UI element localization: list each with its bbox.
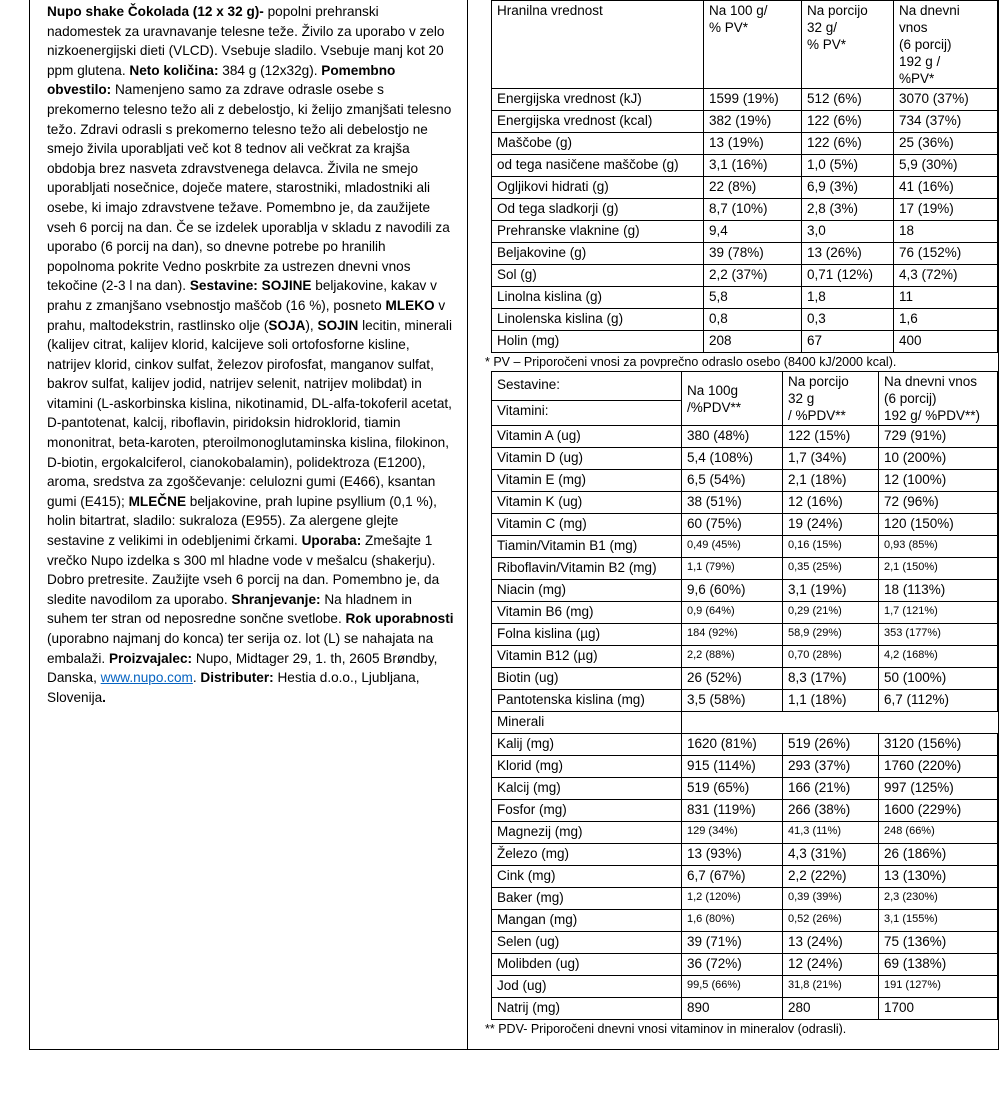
vitamin-value: 184 (92%) xyxy=(682,624,783,646)
vitamin-value: 1,1 (18%) xyxy=(783,690,879,712)
vitamins-header-row xyxy=(492,372,998,401)
nutrient-value: 3070 (37%) xyxy=(894,89,998,111)
vitamin-row xyxy=(492,800,998,822)
vitamin-value: 831 (119%) xyxy=(682,800,783,822)
vitamin-value: 122 (15%) xyxy=(783,426,879,448)
vitamin-value: 8,3 (17%) xyxy=(783,668,879,690)
nutrient-value: 1,0 (5%) xyxy=(802,155,894,177)
vitamin-name: Pantotenska kislina (mg) xyxy=(492,690,682,712)
nutrient-value: 2,2 (37%) xyxy=(704,265,802,287)
vitamin-row xyxy=(492,998,998,1020)
vitamin-value: 6,5 (54%) xyxy=(682,470,783,492)
vitamin-value: 41,3 (11%) xyxy=(783,822,879,844)
vitamin-value: 6,7 (112%) xyxy=(879,690,998,712)
vitamin-value: 12 (16%) xyxy=(783,492,879,514)
vitamin-name: Molibden (ug) xyxy=(492,954,682,976)
vitamin-row xyxy=(492,646,998,668)
distributor-label: Distributer: xyxy=(200,670,274,686)
vitamin-value: 3,5 (58%) xyxy=(682,690,783,712)
vitamin-name: Riboflavin/Vitamin B2 (mg) xyxy=(492,558,682,580)
vitamin-row xyxy=(492,734,998,756)
nutrient-name: Od tega sladkorji (g) xyxy=(492,199,704,221)
vitamin-row xyxy=(492,888,998,910)
nutrient-value: 4,3 (72%) xyxy=(894,265,998,287)
nutrient-name: Energijska vrednost (kcal) xyxy=(492,111,704,133)
usage-label: Uporaba: xyxy=(301,533,362,549)
vitamin-row xyxy=(492,602,998,624)
vitamin-value: 0,52 (26%) xyxy=(783,910,879,932)
allergen-soy: SOJIN xyxy=(317,317,359,333)
vitamin-value: 58,9 (29%) xyxy=(783,624,879,646)
vitamin-name: Cink (mg) xyxy=(492,866,682,888)
vitamin-value: 519 (26%) xyxy=(783,734,879,756)
vitamin-value: 10 (200%) xyxy=(879,448,998,470)
nutrient-value: 76 (152%) xyxy=(894,243,998,265)
vitamins-table xyxy=(491,371,998,1020)
nutrition-row xyxy=(492,133,998,155)
nutrient-value: 1,8 xyxy=(802,287,894,309)
vitamin-value: 18 (113%) xyxy=(879,580,998,602)
nutrient-value: 208 xyxy=(704,331,802,353)
vitamin-name: Natrij (mg) xyxy=(492,998,682,1020)
vitamin-value: 13 (24%) xyxy=(783,932,879,954)
vitamin-value: 1,2 (120%) xyxy=(682,888,783,910)
nutrition-table xyxy=(491,0,998,353)
desc-text: beljakovine, kakav v prahu z zmanjšano vsebnostjo maščob (16 %), posneto xyxy=(47,278,437,313)
nutrient-value: 5,8 xyxy=(704,287,802,309)
allergen-milk: MLEČNE xyxy=(128,493,187,509)
vitamin-value: 2,1 (150%) xyxy=(879,558,998,580)
vitamin-value: 890 xyxy=(682,998,783,1020)
vitamin-name: Vitamin E (mg) xyxy=(492,470,682,492)
vitamin-value: 5,4 (108%) xyxy=(682,448,783,470)
vitamin-value: 266 (38%) xyxy=(783,800,879,822)
product-name: Nupo shake Čokolada (12 x 32 g)- xyxy=(47,4,264,19)
vitamin-value: 0,16 (15%) xyxy=(783,536,879,558)
vitamin-name: Folna kislina (µg) xyxy=(492,624,682,646)
nutrition-row xyxy=(492,221,998,243)
nutrient-value: 1,6 xyxy=(894,309,998,331)
vitamins-header-cell: Na porcijo 32 g / %PDV** xyxy=(783,372,879,426)
desc-text: (uporabno najmanj do konca) ter serija oz. lot (L) se nahajata na embalaži. xyxy=(47,631,434,666)
desc-text: Na hladnem in suhem ter stran od neposredne sončne svetlobe. xyxy=(47,591,412,627)
vitamin-value: 1700 xyxy=(879,998,998,1020)
vitamin-value: 2,1 (18%) xyxy=(783,470,879,492)
vitamin-value: 1,7 (34%) xyxy=(783,448,879,470)
nutrition-row xyxy=(492,265,998,287)
nutrition-row xyxy=(492,309,998,331)
nutrition-row xyxy=(492,243,998,265)
vitamin-value: 50 (100%) xyxy=(879,668,998,690)
vitamin-value: 69 (138%) xyxy=(879,954,998,976)
nutrient-value: 734 (37%) xyxy=(894,111,998,133)
nutrient-value: 0,71 (12%) xyxy=(802,265,894,287)
nutrient-name: Beljakovine (g) xyxy=(492,243,704,265)
notice-label: Pomembno obvestilo: xyxy=(47,62,396,98)
desc-end: . xyxy=(102,689,106,705)
vitamin-value: 166 (21%) xyxy=(783,778,879,800)
nutrient-name: Linolna kislina (g) xyxy=(492,287,704,309)
website-link[interactable]: www.nupo.com xyxy=(100,670,193,686)
vitamin-value: 0,35 (25%) xyxy=(783,558,879,580)
nutrient-value: 25 (36%) xyxy=(894,133,998,155)
vitamin-row xyxy=(492,690,998,712)
vitamin-row xyxy=(492,536,998,558)
vitamin-value: 26 (186%) xyxy=(879,844,998,866)
vitamin-value: 2,2 (88%) xyxy=(682,646,783,668)
vitamin-value: 12 (100%) xyxy=(879,470,998,492)
vitamin-value: 39 (71%) xyxy=(682,932,783,954)
vitamin-row xyxy=(492,976,998,998)
vitamin-value: 36 (72%) xyxy=(682,954,783,976)
vitamin-name: Fosfor (mg) xyxy=(492,800,682,822)
column-divider xyxy=(467,0,468,1050)
vitamin-value: 997 (125%) xyxy=(879,778,998,800)
vitamin-value: 2,3 (230%) xyxy=(879,888,998,910)
nutrient-value: 67 xyxy=(802,331,894,353)
nutrition-row xyxy=(492,177,998,199)
nutrient-value: 5,9 (30%) xyxy=(894,155,998,177)
nutrition-row xyxy=(492,111,998,133)
desc-text: Namenjeno samo za zdrave odrasle osebe s prekomerno telesno težo ali z debelostjo, ki želijo zmanjšati telesno težo. Zdravi odrasli s prekomerno telesno težo ali debelostjo ne smejo živila uporabljati več kot 8 tednov ali večkrat za krajša obdobja brez nasveta zdravstvenega delavca. Živila ne smejo uporabljati nosečnice, doječe matere, starostniki, mladostniki ali osebe, ki imajo zdravstvene težave. Pomembno je, da zaužijete vseh 6 porcij na dan. Če se izdelek uporablja v skladu z navodili za uporabo (6 porcij na dan), so dnevne potrebe po hranilih popolnoma pokrite Vedno poskrbite za ustrezen dnevni vnos tekočine (2-3 l na dan). xyxy=(47,82,452,294)
vitamin-value: 3,1 (19%) xyxy=(783,580,879,602)
nutrient-value: 13 (26%) xyxy=(802,243,894,265)
nutrient-value: 22 (8%) xyxy=(704,177,802,199)
minerals-spacer xyxy=(682,712,998,734)
nutrient-name: Maščobe (g) xyxy=(492,133,704,155)
vitamin-value: 13 (93%) xyxy=(682,844,783,866)
vitamin-value: 3,1 (155%) xyxy=(879,910,998,932)
nutrition-header-row xyxy=(492,1,998,89)
desc-text: popolni prehranski nadomestek za uravnavanje telesne teže. Živilo za uporabo v zelo nizkoenergijski dieti (VLCD). Vsebuje sladilo. Vsebuje manj kot 20 ppm glutena. xyxy=(47,4,445,78)
nutrient-value: 382 (19%) xyxy=(704,111,802,133)
nutrient-value: 9,4 xyxy=(704,221,802,243)
vitamin-value: 19 (24%) xyxy=(783,514,879,536)
vitamin-row xyxy=(492,580,998,602)
allergen-soy: SOJINE xyxy=(261,278,312,294)
vitamin-value: 280 xyxy=(783,998,879,1020)
vitamin-name: Jod (ug) xyxy=(492,976,682,998)
vitamin-value: 915 (114%) xyxy=(682,756,783,778)
vitamin-value: 120 (150%) xyxy=(879,514,998,536)
nutrition-row xyxy=(492,155,998,177)
vitamin-row xyxy=(492,624,998,646)
nutrition-row xyxy=(492,199,998,221)
vitamin-value: 191 (127%) xyxy=(879,976,998,998)
manufacturer-label: Proizvajalec: xyxy=(108,650,193,666)
vitamin-value: 12 (24%) xyxy=(783,954,879,976)
nutrient-value: 3,0 xyxy=(802,221,894,243)
vitamin-value: 26 (52%) xyxy=(682,668,783,690)
storage-label: Shranjevanje: xyxy=(231,591,321,607)
shelf-life-label: Rok uporabnosti xyxy=(345,611,454,627)
nutrition-header-cell: Na porcijo 32 g/ % PV* xyxy=(802,1,894,89)
nutrition-header-cell: Hranilna vrednost xyxy=(492,1,704,89)
nutrient-value: 8,7 (10%) xyxy=(704,199,802,221)
desc-text: Hestia d.o.o., Ljubljana, Slovenija xyxy=(47,670,420,705)
vitamin-name: Kalij (mg) xyxy=(492,734,682,756)
desc-text: beljakovine, prah lupine psyllium (0,1 %), holin bitartrat, sladilo: sukraloza (E955). Za alergene glejte sestavine z velikimi in odebljenimi črkami. xyxy=(47,493,437,549)
allergen-soy: SOJA xyxy=(268,317,306,333)
vitamin-value: 1,1 (79%) xyxy=(682,558,783,580)
nutrition-header-cell: Na dnevni vnos (6 porcij) 192 g / %PV* xyxy=(894,1,998,89)
vitamin-value: 293 (37%) xyxy=(783,756,879,778)
vitamin-value: 4,3 (31%) xyxy=(783,844,879,866)
vitamin-name: Vitamin A (ug) xyxy=(492,426,682,448)
vitamins-header-cell: Vitamini: xyxy=(492,400,682,425)
nutrient-name: Sol (g) xyxy=(492,265,704,287)
vitamin-value: 31,8 (21%) xyxy=(783,976,879,998)
vitamin-row xyxy=(492,932,998,954)
vitamin-value: 13 (130%) xyxy=(879,866,998,888)
vitamin-value: 248 (66%) xyxy=(879,822,998,844)
nutrient-value: 512 (6%) xyxy=(802,89,894,111)
nutrition-row xyxy=(492,331,998,353)
vitamin-row xyxy=(492,910,998,932)
vitamins-footnote: ** PDV- Priporočeni dnevni vnosi vitaminov in mineralov (odrasli). xyxy=(485,1022,847,1036)
vitamin-name: Klorid (mg) xyxy=(492,756,682,778)
vitamin-value: 0,93 (85%) xyxy=(879,536,998,558)
vitamin-name: Železo (mg) xyxy=(492,844,682,866)
vitamin-value: 0,70 (28%) xyxy=(783,646,879,668)
vitamin-name: Mangan (mg) xyxy=(492,910,682,932)
vitamin-value: 1,6 (80%) xyxy=(682,910,783,932)
nutrition-row xyxy=(492,89,998,111)
desc-text: v prahu, maltodekstrin, rastlinsko olje ( xyxy=(47,297,446,333)
vitamin-value: 99,5 (66%) xyxy=(682,976,783,998)
vitamin-name: Baker (mg) xyxy=(492,888,682,910)
net-qty-label: Neto količina: xyxy=(129,62,219,78)
desc-text: Nupo, Midtager 29, 1. th, 2605 Brøndby, Danska, xyxy=(47,650,438,686)
nutrient-value: 13 (19%) xyxy=(704,133,802,155)
vitamin-value: 1600 (229%) xyxy=(879,800,998,822)
vitamin-value: 72 (96%) xyxy=(879,492,998,514)
desc-text: 384 g (12x32g). xyxy=(218,62,322,78)
vitamin-name: Selen (ug) xyxy=(492,932,682,954)
nutrient-value: 17 (19%) xyxy=(894,199,998,221)
vitamin-row xyxy=(492,844,998,866)
desc-text: ), xyxy=(305,317,318,333)
vitamin-row xyxy=(492,448,998,470)
desc-text: lecitin, minerali (kalijev citrat, kalijev klorid, kalcijeve soli ortofosforne kisline, natrijev klorid, cinkov sulfat, železov pirofosfat, manganov sulfat, bakrov sulfat, kalijev jodid, natrijev selenit, natrijev molibdat) in vitamini (L-askorbinska kislina, nikotinamid, DL-alfa-tokoferil acetat, D-pantotenat, kalcij, riboflavin, piridoksin hidroklorid, tiamin mononitrat, beta-karoten, pteroilmonoglutaminska kislina, filokinon, D-biotin, ergokalciferol, cianokobalamin), polidektroza (E1200), aroma, sredstva za zgoščevanje: celulozni gumi (E466), ksantan gumi (E415); xyxy=(47,317,452,509)
minerals-label: Minerali xyxy=(492,712,682,734)
nutrient-name: Energijska vrednost (kJ) xyxy=(492,89,704,111)
vitamin-name: Tiamin/Vitamin B1 (mg) xyxy=(492,536,682,558)
vitamins-header-cell: Na dnevni vnos (6 porcij) 192 g/ %PDV**) xyxy=(879,372,998,426)
vitamin-value: 9,6 (60%) xyxy=(682,580,783,602)
nutrient-name: Linolenska kislina (g) xyxy=(492,309,704,331)
vitamin-row xyxy=(492,558,998,580)
vitamin-value: 729 (91%) xyxy=(879,426,998,448)
vitamin-row xyxy=(492,492,998,514)
nutrition-row xyxy=(492,287,998,309)
desc-text: . xyxy=(192,670,201,686)
nutrient-value: 122 (6%) xyxy=(802,133,894,155)
nutrient-value: 122 (6%) xyxy=(802,111,894,133)
vitamin-value: 2,2 (22%) xyxy=(783,866,879,888)
vitamin-value: 60 (75%) xyxy=(682,514,783,536)
nutrition-header-cell: Na 100 g/ % PV* xyxy=(704,1,802,89)
vitamin-row xyxy=(492,470,998,492)
ingredients-label: Sestavine: xyxy=(189,278,258,294)
vitamin-value: 1,7 (121%) xyxy=(879,602,998,624)
desc-text: Zmešajte 1 vrečko Nupo izdelka s 300 ml hladne vode v mešalcu (shakerju). Dobro pretresite. Zaužijte vseh 6 porcij na dan. Pomembno je, da sledite navodilom za uporabo. xyxy=(47,533,440,607)
nutrient-value: 2,8 (3%) xyxy=(802,199,894,221)
nutrient-value: 18 xyxy=(894,221,998,243)
nutrient-value: 1599 (19%) xyxy=(704,89,802,111)
vitamin-row xyxy=(492,866,998,888)
vitamin-value: 3120 (156%) xyxy=(879,734,998,756)
vitamin-value: 1620 (81%) xyxy=(682,734,783,756)
vitamin-value: 519 (65%) xyxy=(682,778,783,800)
nutrient-value: 400 xyxy=(894,331,998,353)
nutrient-name: od tega nasičene maščobe (g) xyxy=(492,155,704,177)
product-description xyxy=(47,2,455,707)
nutrient-value: 3,1 (16%) xyxy=(704,155,802,177)
vitamin-name: Kalcij (mg) xyxy=(492,778,682,800)
vitamin-row xyxy=(492,514,998,536)
vitamin-value: 75 (136%) xyxy=(879,932,998,954)
vitamin-value: 0,39 (39%) xyxy=(783,888,879,910)
vitamin-value: 380 (48%) xyxy=(682,426,783,448)
vitamin-row xyxy=(492,668,998,690)
vitamin-value: 0,9 (64%) xyxy=(682,602,783,624)
vitamin-row xyxy=(492,426,998,448)
nutrient-value: 0,3 xyxy=(802,309,894,331)
vitamin-value: 1760 (220%) xyxy=(879,756,998,778)
vitamin-row xyxy=(492,822,998,844)
vitamin-name: Vitamin B12 (µg) xyxy=(492,646,682,668)
vitamin-name: Biotin (ug) xyxy=(492,668,682,690)
vitamin-name: Vitamin C (mg) xyxy=(492,514,682,536)
vitamin-name: Vitamin K (ug) xyxy=(492,492,682,514)
vitamin-value: 4,2 (168%) xyxy=(879,646,998,668)
minerals-section-row xyxy=(492,712,998,734)
nutrient-value: 39 (78%) xyxy=(704,243,802,265)
vitamin-name: Magnezij (mg) xyxy=(492,822,682,844)
nutrient-name: Ogljikovi hidrati (g) xyxy=(492,177,704,199)
nutrient-name: Prehranske vlaknine (g) xyxy=(492,221,704,243)
nutrient-value: 41 (16%) xyxy=(894,177,998,199)
vitamin-name: Niacin (mg) xyxy=(492,580,682,602)
nutrient-value: 0,8 xyxy=(704,309,802,331)
nutrient-name: Holin (mg) xyxy=(492,331,704,353)
nutrition-footnote: * PV – Priporočeni vnosi za povprečno odraslo osebo (8400 kJ/2000 kcal). xyxy=(485,355,897,369)
vitamin-row xyxy=(492,778,998,800)
nutrient-value: 6,9 (3%) xyxy=(802,177,894,199)
vitamin-name: Vitamin D (ug) xyxy=(492,448,682,470)
vitamin-row xyxy=(492,954,998,976)
allergen-milk: MLEKO xyxy=(385,297,435,313)
vitamin-value: 38 (51%) xyxy=(682,492,783,514)
vitamins-header-cell: Sestavine: xyxy=(492,372,682,401)
vitamin-value: 129 (34%) xyxy=(682,822,783,844)
vitamins-header-cell: Na 100g /%PDV** xyxy=(682,372,783,426)
vitamin-value: 0,29 (21%) xyxy=(783,602,879,624)
vitamin-value: 0,49 (45%) xyxy=(682,536,783,558)
tables-column xyxy=(485,0,997,1038)
nutrient-value: 11 xyxy=(894,287,998,309)
vitamin-row xyxy=(492,756,998,778)
vitamin-value: 353 (177%) xyxy=(879,624,998,646)
vitamin-value: 6,7 (67%) xyxy=(682,866,783,888)
vitamin-name: Vitamin B6 (mg) xyxy=(492,602,682,624)
